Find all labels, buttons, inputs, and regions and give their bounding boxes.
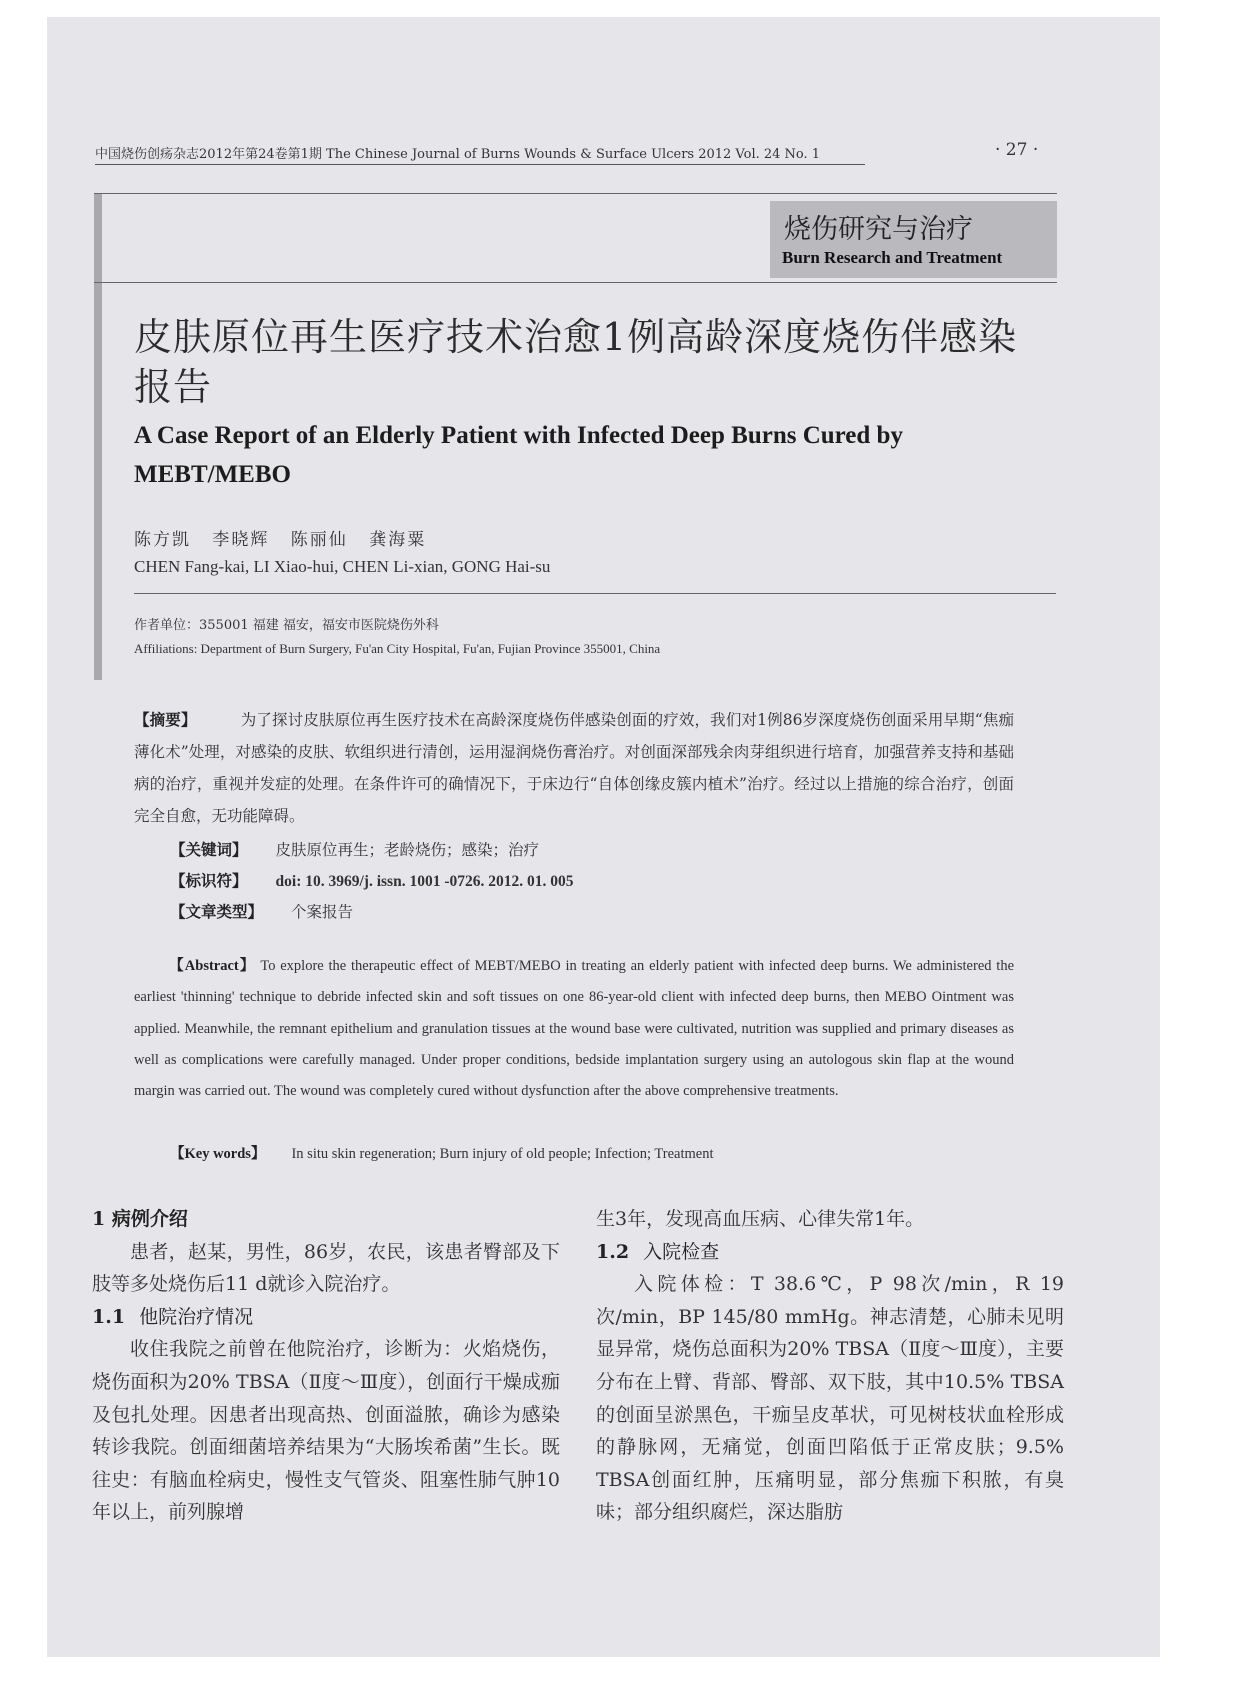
section-title-zh: 烧伤研究与治疗 (784, 214, 973, 245)
affiliation-en: Affiliations: Department of Burn Surgery, Fu'an City Hospital, Fu'an, Fujian Province 355001, China (134, 641, 661, 656)
article-title-en: A Case Report of an Elderly Patient with Infected Deep Burns Cured by MEBT/MEBO (134, 422, 903, 488)
heading-prior-treatment (92, 1301, 560, 1334)
page-number: · 27 · (995, 140, 1039, 160)
section-rule (94, 282, 1057, 283)
paragraph-continued: 生3年，发现高血压病、心律失常1年。 (596, 1208, 925, 1230)
doi-value: doi: 10. 3969/j. issn. 1001 -0726. 2012. 01. 005 (275, 873, 574, 890)
paragraph-prior-treatment: 收住我院之前曾在他院治疗，诊断为：火焰烧伤，烧伤面积为20% TBSA（Ⅱ度～Ⅲ度），创面行干燥成痂及包扎处理。因患者出现高热、创面溢脓，确诊为感染转诊我院。创面细菌培养结果为“大肠埃希菌”生长。既往史：有脑血栓病史，慢性支气管炎、阻塞性肺气肿10年以上，前列腺增 (92, 1338, 560, 1524)
paragraph-patient: 患者，赵某，男性，86岁，农民，该患者臀部及下肢等多处烧伤后11 d就诊入院治疗。 (92, 1240, 560, 1296)
body-column-right (596, 1203, 1064, 1529)
abstract-en-label: 【Abstract】 (168, 958, 256, 974)
side-bar-decoration (94, 193, 102, 680)
abstract-en (134, 951, 1014, 1107)
heading-admission-exam (596, 1236, 1064, 1269)
running-head: 中国烧伤创疡杂志2012年第24卷第1期 The Chinese Journal of Burns Wounds & Surface Ulcers 2012 Vol. 24 No. 1 (95, 143, 865, 165)
keywords-zh-value: 皮肤原位再生；老龄烧伤；感染；治疗 (275, 841, 540, 859)
heading-text: 入院检查 (643, 1240, 720, 1263)
heading-case-intro: 1 病例介绍 (92, 1208, 188, 1230)
article-type (170, 900, 353, 922)
identifier (170, 869, 573, 891)
keywords-zh (170, 838, 539, 860)
article-type-label: 【文章类型】 (170, 902, 264, 921)
keywords-en (170, 1142, 714, 1163)
keywords-en-label: 【Key words】 (170, 1146, 266, 1162)
authors-zh: 陈方凯 李晓辉 陈丽仙 龚海粟 (134, 530, 427, 550)
identifier-label: 【标识符】 (170, 871, 248, 890)
abstract-zh-text: 为了探讨皮肤原位再生医疗技术在高龄深度烧伤伴感染创面的疗效，我们对1例86岁深度烧伤创面采用早期“焦痂薄化术”处理，对感染的皮肤、软组织进行清创，运用湿润烧伤膏治疗。对创面深部残余肉芽组织进行培育，加强营养支持和基础病的治疗，重视并发症的处理。在条件许可的确情况下，于床边行“自体创缘皮簇内植术”治疗。经过以上措施的综合治疗，创面完全自愈，无功能障碍。 (134, 711, 1014, 825)
heading-number: 1.1 (92, 1305, 126, 1328)
affiliation-zh: 作者单位：355001 福建 福安，福安市医院烧伤外科 (134, 618, 439, 633)
heading-number: 1.2 (596, 1240, 630, 1263)
section-label-box (770, 201, 1057, 278)
paragraph-admission-exam: 入院体检：T 38.6℃，P 98次/min，R 19次/min，BP 145/80 mmHg。神志清楚，心肺未见明显异常，烧伤总面积为20% TBSA（Ⅱ度～Ⅲ度），主要分布在上臂、背部、臀部、双下肢，其中10.5% TBSA的创面呈淤黑色，干痂呈皮革状，可见树枝状血栓形成的静脉网，无痛觉，创面凹陷低于正常皮肤；9.5% TBSA创面红肿，压痛明显，部分焦痂下积脓，有臭味；部分组织腐烂，深达脂肪 (596, 1273, 1064, 1524)
section-title-en: Burn Research and Treatment (782, 248, 1003, 267)
abstract-zh (134, 704, 1014, 832)
body-column-left (92, 1203, 560, 1529)
author-rule (134, 593, 1056, 594)
keywords-en-value: In situ skin regeneration; Burn injury of old people; Infection; Treatment (291, 1146, 714, 1162)
abstract-en-text: To explore the therapeutic effect of MEBT/MEBO in treating an elderly patient with infected deep burns. We administered the earliest 'thinning' technique to debride infected skin and soft tissues on one 86-year-old client with infected deep burns, then MEBO Ointment was applied. Meanwhile, the remnant epithelium and granulation tissues at the wound base were cultivated, nutrition was supplied and primary diseases as well as complications were carefully managed. Under proper conditions, bedside implantation surgery using an autologous skin flap at the wound margin was carried out. The wound was completely cured without dysfunction after the above comprehensive treatments. (134, 958, 1015, 1100)
top-rule (94, 193, 1057, 194)
article-type-value: 个案报告 (291, 903, 354, 921)
authors-en: CHEN Fang-kai, LI Xiao-hui, CHEN Li-xian, GONG Hai-su (134, 557, 551, 576)
abstract-zh-label: 【摘要】 (134, 710, 197, 729)
heading-text: 他院治疗情况 (139, 1305, 254, 1328)
keywords-zh-label: 【关键词】 (170, 840, 248, 859)
article-title-zh: 皮肤原位再生医疗技术治愈1例高龄深度烧伤伴感染报告 (134, 315, 1018, 409)
